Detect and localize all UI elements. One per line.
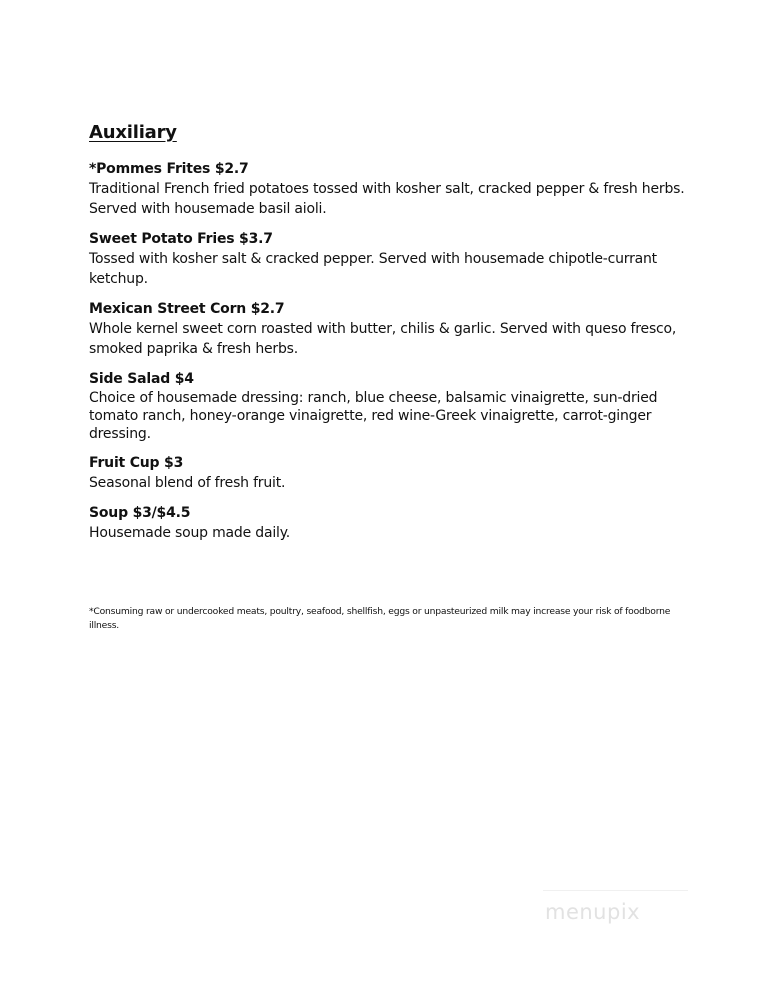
menupix-watermark: menupix (545, 900, 641, 924)
menu-item-description: Traditional French fried potatoes tossed with kosher salt, cracked pepper & fresh herbs. Served with housemade basil aioli. (89, 181, 685, 217)
menu-item-description: Tossed with kosher salt & cracked pepper. Served with housemade chipotle-currant ketchup. (89, 251, 657, 287)
menu-item-name: Fruit Cup $3 (89, 455, 184, 471)
menu-item (89, 230, 689, 289)
watermark-rule (543, 890, 688, 891)
menu-item (89, 300, 689, 359)
menu-item-description: Whole kernel sweet corn roasted with butter, chilis & garlic. Served with queso fresco, smoked paprika & fresh herbs. (89, 321, 677, 357)
menu-item-description: Housemade soup made daily. (89, 525, 291, 541)
menu-item-description: Choice of housemade dressing: ranch, blue cheese, balsamic vinaigrette, sun-dried tomato ranch, honey-orange vinaigrette, red wine-Greek vinaigrette, carrot-ginger dressing. (89, 390, 658, 442)
menu-item-description: Seasonal blend of fresh fruit. (89, 475, 286, 491)
menu-items-list (89, 160, 689, 554)
menu-item (89, 504, 689, 543)
menu-item (89, 160, 689, 219)
menu-item-name: Soup $3/$4.5 (89, 505, 191, 521)
food-safety-disclaimer: *Consuming raw or undercooked meats, poultry, seafood, shellfish, eggs or unpasteurized milk may increase your risk of foodborne illness. (89, 606, 671, 631)
menu-item (89, 370, 689, 443)
menu-item (89, 454, 689, 493)
menu-item-name: Mexican Street Corn $2.7 (89, 301, 285, 317)
menu-item-name: Side Salad $4 (89, 371, 194, 387)
section-title: Auxiliary (89, 122, 177, 143)
menu-item-name: Sweet Potato Fries $3.7 (89, 231, 273, 247)
menu-item-name: *Pommes Frites $2.7 (89, 161, 249, 177)
